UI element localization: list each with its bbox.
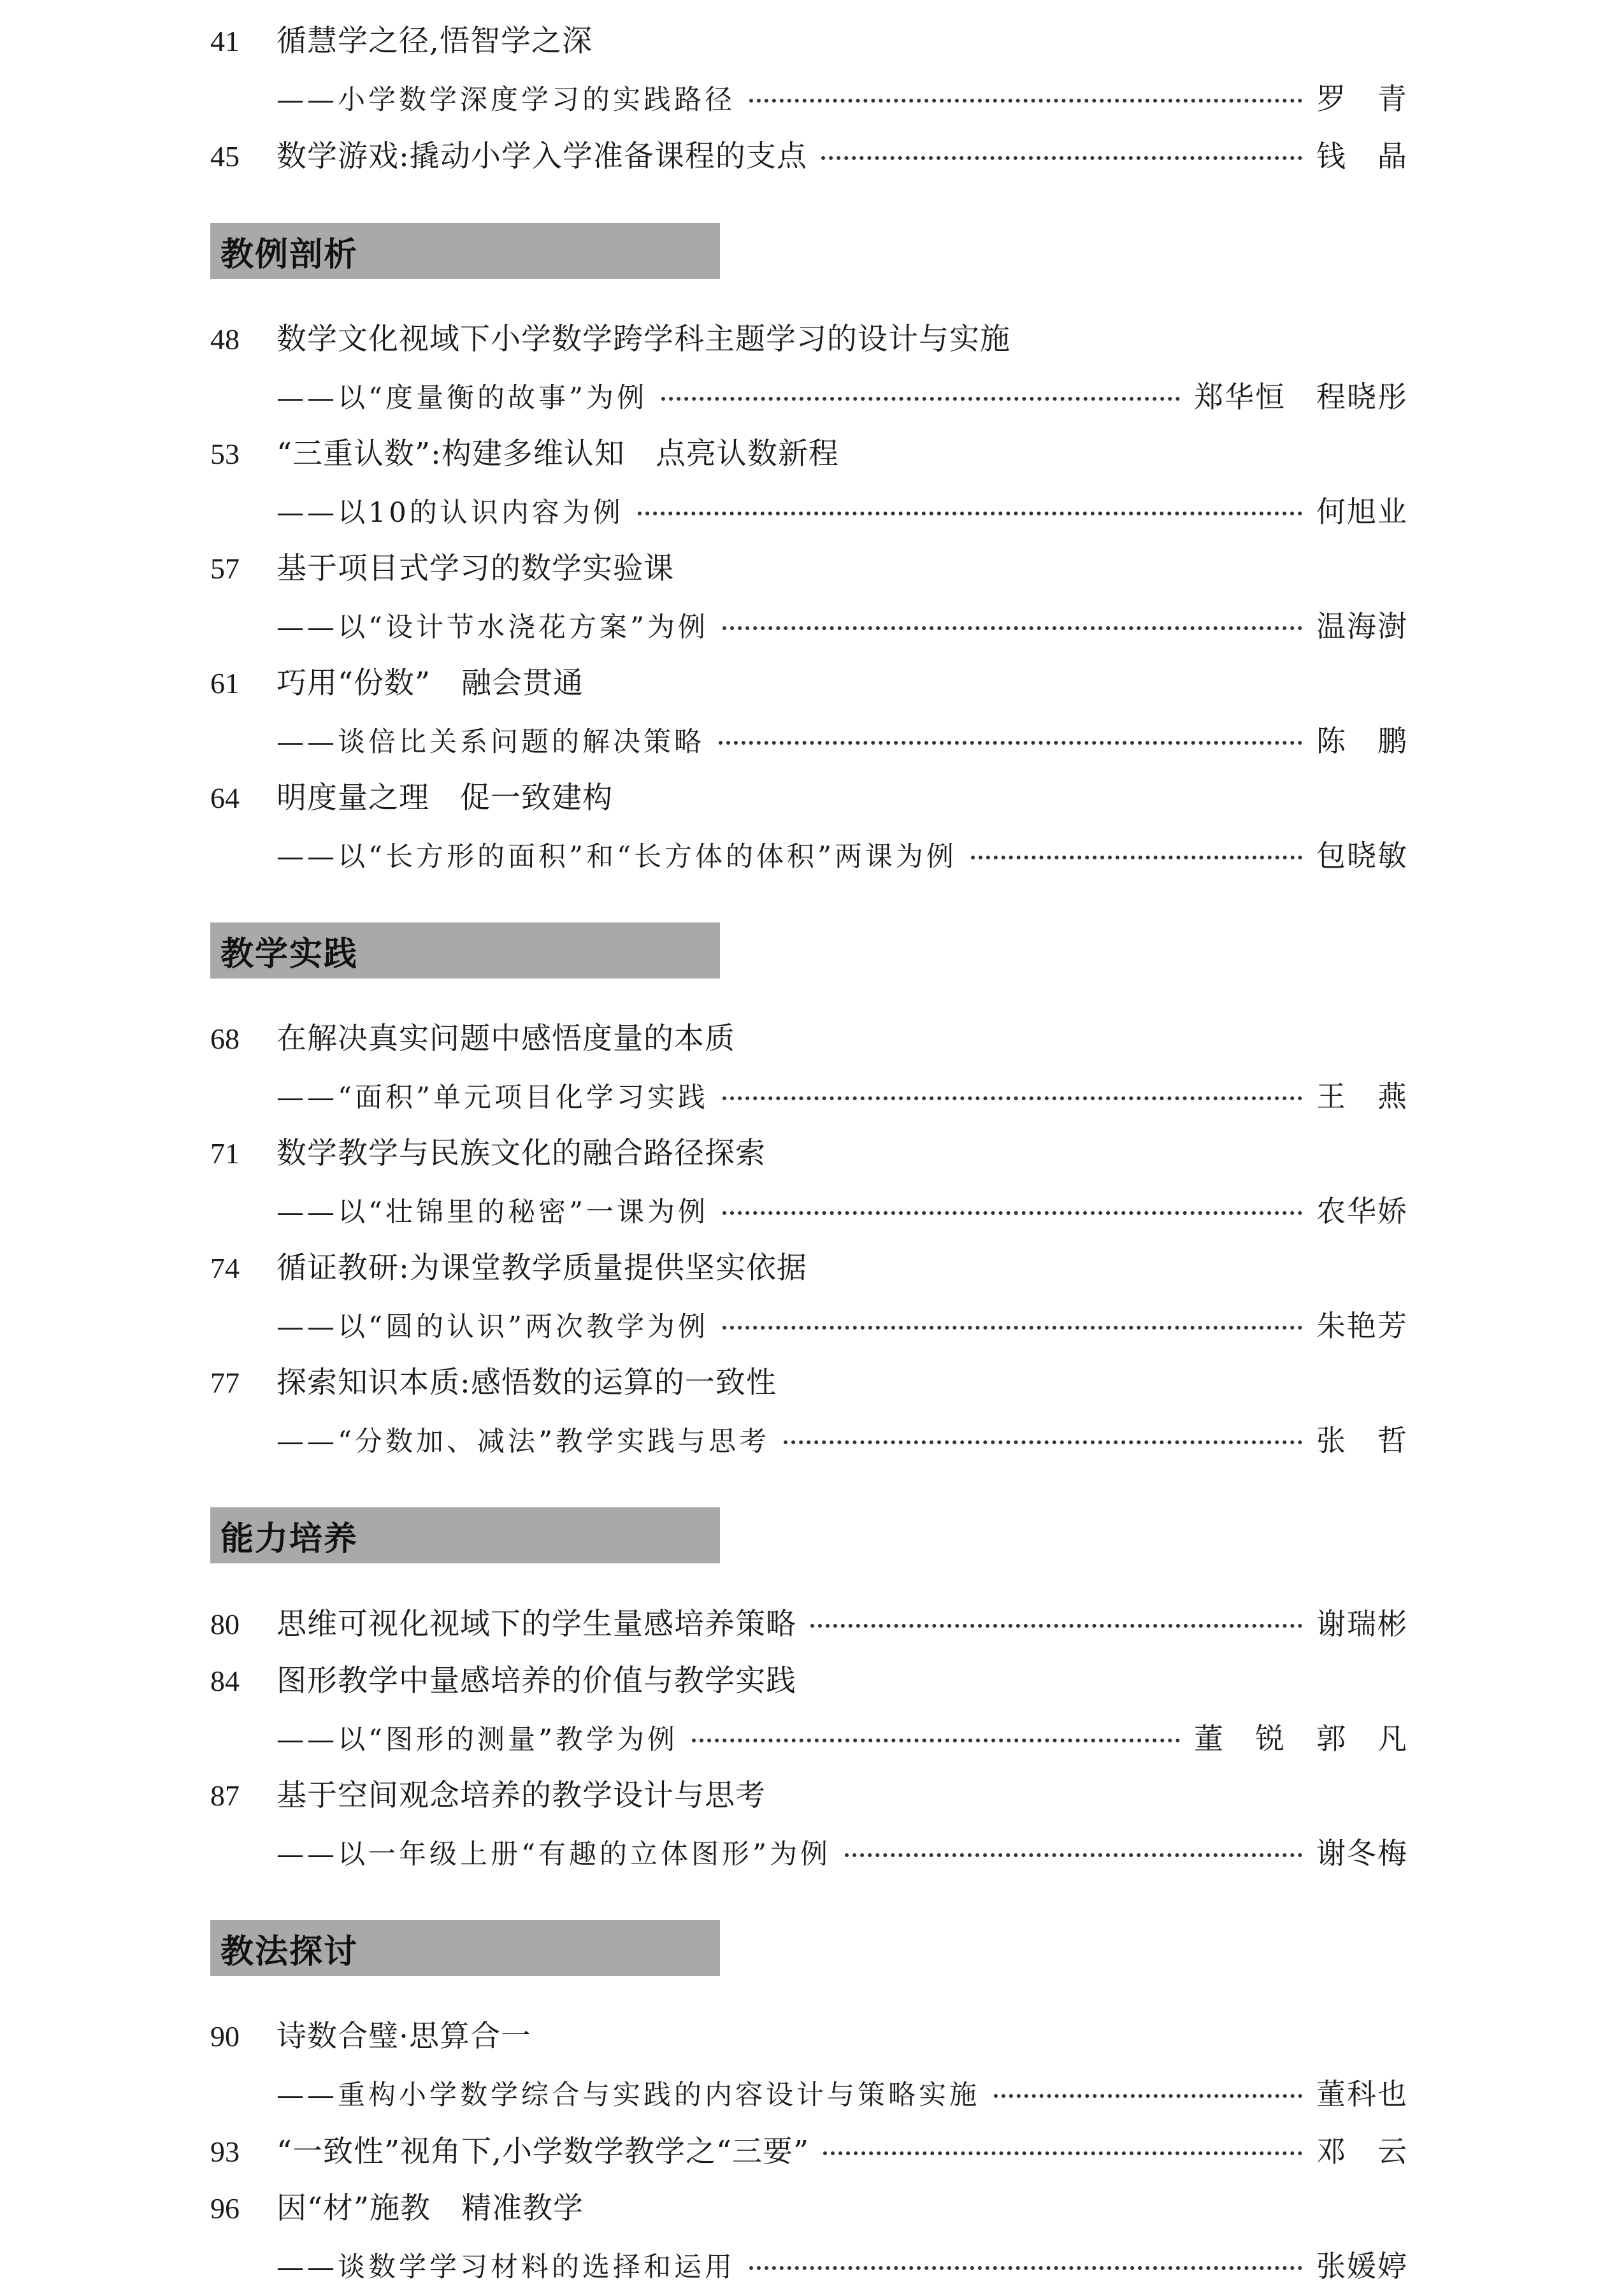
toc-entry bbox=[210, 1010, 1408, 1125]
entry-title: 循慧学之径,悟智学之深 bbox=[277, 24, 593, 59]
table-of-contents bbox=[210, 13, 1408, 2295]
entry-title: 思维可视化视域下的学生量感培养策略 bbox=[277, 1607, 796, 1642]
entry-subtitle-line bbox=[210, 1710, 1408, 1767]
entry-title: 巧用“份数” 融会贯通 bbox=[277, 666, 584, 701]
section-header bbox=[210, 1507, 720, 1563]
dot-leader bbox=[749, 2266, 1302, 2270]
author-name: 朱艳芳 bbox=[1316, 1309, 1408, 1343]
entry-subtitle: ——以“圆的认识”两次教学为例 bbox=[277, 1311, 708, 1343]
entry-title: 循证教研:为课堂教学质量提供坚实依据 bbox=[277, 1251, 807, 1286]
entry-title: 数学文化视域下小学数学跨学科主题学习的设计与实施 bbox=[277, 322, 1010, 357]
dot-leader bbox=[845, 1853, 1302, 1857]
entry-subtitle: ——“分数加、减法”教学实践与思考 bbox=[277, 1426, 770, 1458]
entry-subtitle-line bbox=[210, 827, 1408, 884]
toc-entry bbox=[210, 1125, 1408, 1240]
entry-subtitle-line bbox=[210, 70, 1408, 127]
section-header bbox=[210, 1920, 720, 1976]
page-number: 74 bbox=[210, 1252, 240, 1284]
entry-title-line bbox=[210, 1653, 1408, 1710]
toc-entry bbox=[210, 1354, 1408, 1469]
page-number: 68 bbox=[210, 1022, 240, 1055]
entry-subtitle-line bbox=[210, 2237, 1408, 2295]
toc-entry bbox=[210, 426, 1408, 540]
entry-subtitle: ——以10的认识内容为例 bbox=[277, 497, 624, 529]
page-number: 57 bbox=[210, 552, 240, 585]
entry-title-line bbox=[210, 655, 1408, 712]
author-name: 钱 晶 bbox=[1316, 139, 1408, 173]
entry-subtitle-line bbox=[210, 598, 1408, 655]
entry-title-line bbox=[210, 1010, 1408, 1068]
entry-title-line bbox=[210, 2180, 1408, 2237]
entry-subtitle: ——以“壮锦里的秘密”一课为例 bbox=[277, 1196, 708, 1228]
page-number: 48 bbox=[210, 323, 240, 355]
page-number: 93 bbox=[210, 2135, 240, 2168]
dot-leader bbox=[661, 397, 1180, 401]
dot-leader bbox=[810, 1624, 1302, 1628]
entry-title: 数学教学与民族文化的融合路径探索 bbox=[277, 1136, 766, 1171]
author-name: 陈 鹏 bbox=[1316, 724, 1408, 758]
entry-title: 基于项目式学习的数学实验课 bbox=[277, 551, 674, 586]
entry-subtitle: ——谈倍比关系问题的解决策略 bbox=[277, 726, 705, 758]
entry-subtitle: ——以“设计节水浇花方案”为例 bbox=[277, 612, 708, 643]
page-number: 71 bbox=[210, 1137, 240, 1170]
entry-title: 数学游戏:撬动小学入学准备课程的支点 bbox=[277, 139, 807, 174]
entry-subtitle-line bbox=[210, 1412, 1408, 1469]
toc-entry bbox=[210, 770, 1408, 884]
toc-entry bbox=[210, 13, 1408, 127]
section-title: 能力培养 bbox=[220, 1519, 359, 1558]
page-number: 64 bbox=[210, 782, 240, 814]
entry-subtitle-line bbox=[210, 1297, 1408, 1354]
dot-leader bbox=[971, 856, 1302, 859]
entry-title-line bbox=[210, 1595, 1408, 1653]
toc-entry bbox=[210, 311, 1408, 426]
author-name: 董 锐 郭 凡 bbox=[1194, 1721, 1408, 1756]
page-number: 84 bbox=[210, 1665, 240, 1697]
entry-subtitle: ——以“图形的测量”教学为例 bbox=[277, 1724, 678, 1756]
entry-subtitle: ——“面积”单元项目化学习实践 bbox=[277, 1082, 708, 1114]
page-number: 90 bbox=[210, 2020, 240, 2053]
dot-leader bbox=[722, 1096, 1302, 1100]
entry-title: 图形教学中量感培养的价值与教学实践 bbox=[277, 1663, 796, 1698]
toc-entry bbox=[210, 540, 1408, 655]
entry-subtitle-line bbox=[210, 712, 1408, 770]
author-name: 农华娇 bbox=[1316, 1194, 1408, 1228]
dot-leader bbox=[719, 741, 1302, 745]
author-name: 罗 青 bbox=[1316, 82, 1408, 116]
entry-subtitle: ——以“长方形的面积”和“长方体的体积”两课为例 bbox=[277, 841, 957, 873]
dot-leader bbox=[692, 1739, 1180, 1742]
entry-title-line bbox=[210, 1767, 1408, 1825]
entry-title-line bbox=[210, 540, 1408, 598]
entry-title-line bbox=[210, 2123, 1408, 2180]
dot-leader bbox=[722, 1211, 1302, 1215]
entry-subtitle: ——重构小学数学综合与实践的内容设计与策略实施 bbox=[277, 2079, 980, 2111]
entry-title-line bbox=[210, 311, 1408, 368]
toc-entry bbox=[210, 1767, 1408, 1882]
section-title: 教法探讨 bbox=[220, 1932, 359, 1971]
entry-title: “一致性”视角下,小学数学教学之“三要” bbox=[277, 2134, 810, 2169]
toc-entry bbox=[210, 1653, 1408, 1767]
entry-title: 明度量之理 促一致建构 bbox=[277, 780, 613, 815]
dot-leader bbox=[749, 99, 1302, 103]
page-number: 61 bbox=[210, 667, 240, 700]
dot-leader bbox=[994, 2094, 1302, 2098]
entry-title: 在解决真实问题中感悟度量的本质 bbox=[277, 1021, 735, 1056]
entry-subtitle-line bbox=[210, 368, 1408, 426]
dot-leader bbox=[784, 1440, 1302, 1444]
page-number: 96 bbox=[210, 2192, 240, 2225]
entry-title-line bbox=[210, 426, 1408, 483]
entry-subtitle-line bbox=[210, 2065, 1408, 2123]
dot-leader bbox=[722, 1326, 1302, 1330]
toc-entry bbox=[210, 655, 1408, 770]
entry-title-line bbox=[210, 127, 1408, 185]
toc-entry bbox=[210, 1240, 1408, 1354]
page-number: 53 bbox=[210, 438, 240, 470]
entry-subtitle: ——谈数学学习材料的选择和运用 bbox=[277, 2251, 735, 2283]
author-name: 谢瑞彬 bbox=[1316, 1607, 1408, 1641]
author-name: 郑华恒 程晓彤 bbox=[1194, 380, 1408, 414]
entry-title: 因“材”施教 精准教学 bbox=[277, 2191, 584, 2226]
entry-subtitle-line bbox=[210, 1182, 1408, 1240]
author-name: 张媛婷 bbox=[1316, 2249, 1408, 2283]
entry-title-line bbox=[210, 1240, 1408, 1297]
entry-subtitle: ——小学数学深度学习的实践路径 bbox=[277, 84, 735, 116]
dot-leader bbox=[638, 512, 1302, 515]
author-name: 谢冬梅 bbox=[1316, 1836, 1408, 1870]
page-number: 41 bbox=[210, 25, 240, 57]
section-header bbox=[210, 922, 720, 979]
page-number: 77 bbox=[210, 1367, 240, 1399]
entry-title: “三重认数”:构建多维认知 点亮认数新程 bbox=[277, 436, 839, 471]
author-name: 董科也 bbox=[1316, 2077, 1408, 2111]
author-name: 邓 云 bbox=[1316, 2134, 1408, 2169]
section-title: 教学实践 bbox=[220, 935, 359, 973]
page-number: 87 bbox=[210, 1779, 240, 1812]
section-title: 教例剖析 bbox=[220, 235, 359, 274]
entry-title: 诗数合璧·思算合一 bbox=[277, 2019, 531, 2054]
author-name: 温海澍 bbox=[1316, 609, 1408, 643]
dot-leader bbox=[821, 156, 1302, 160]
entry-subtitle-line bbox=[210, 1068, 1408, 1125]
entry-title-line bbox=[210, 1354, 1408, 1412]
toc-entry bbox=[210, 1595, 1408, 1653]
toc-entry bbox=[210, 127, 1408, 185]
entry-subtitle-line bbox=[210, 483, 1408, 540]
toc-entry bbox=[210, 2123, 1408, 2180]
entry-title-line bbox=[210, 770, 1408, 827]
entry-title-line bbox=[210, 1125, 1408, 1182]
dot-leader bbox=[722, 626, 1302, 630]
page-number: 80 bbox=[210, 1608, 240, 1640]
entry-title-line bbox=[210, 13, 1408, 70]
toc-entry bbox=[210, 2180, 1408, 2295]
entry-title: 基于空间观念培养的教学设计与思考 bbox=[277, 1778, 766, 1813]
author-name: 包晓敏 bbox=[1316, 838, 1408, 873]
section-header bbox=[210, 223, 720, 279]
dot-leader bbox=[823, 2151, 1302, 2155]
author-name: 张 哲 bbox=[1316, 1423, 1408, 1458]
page-number: 45 bbox=[210, 140, 240, 173]
toc-entry bbox=[210, 2008, 1408, 2123]
entry-subtitle-line bbox=[210, 1825, 1408, 1882]
author-name: 何旭业 bbox=[1316, 494, 1408, 529]
entry-subtitle: ——以一年级上册“有趣的立体图形”为例 bbox=[277, 1839, 831, 1870]
entry-title: 探索知识本质:感悟数的运算的一致性 bbox=[277, 1365, 777, 1400]
entry-title-line bbox=[210, 2008, 1408, 2065]
entry-subtitle: ——以“度量衡的故事”为例 bbox=[277, 382, 647, 414]
author-name: 王 燕 bbox=[1316, 1079, 1408, 1114]
